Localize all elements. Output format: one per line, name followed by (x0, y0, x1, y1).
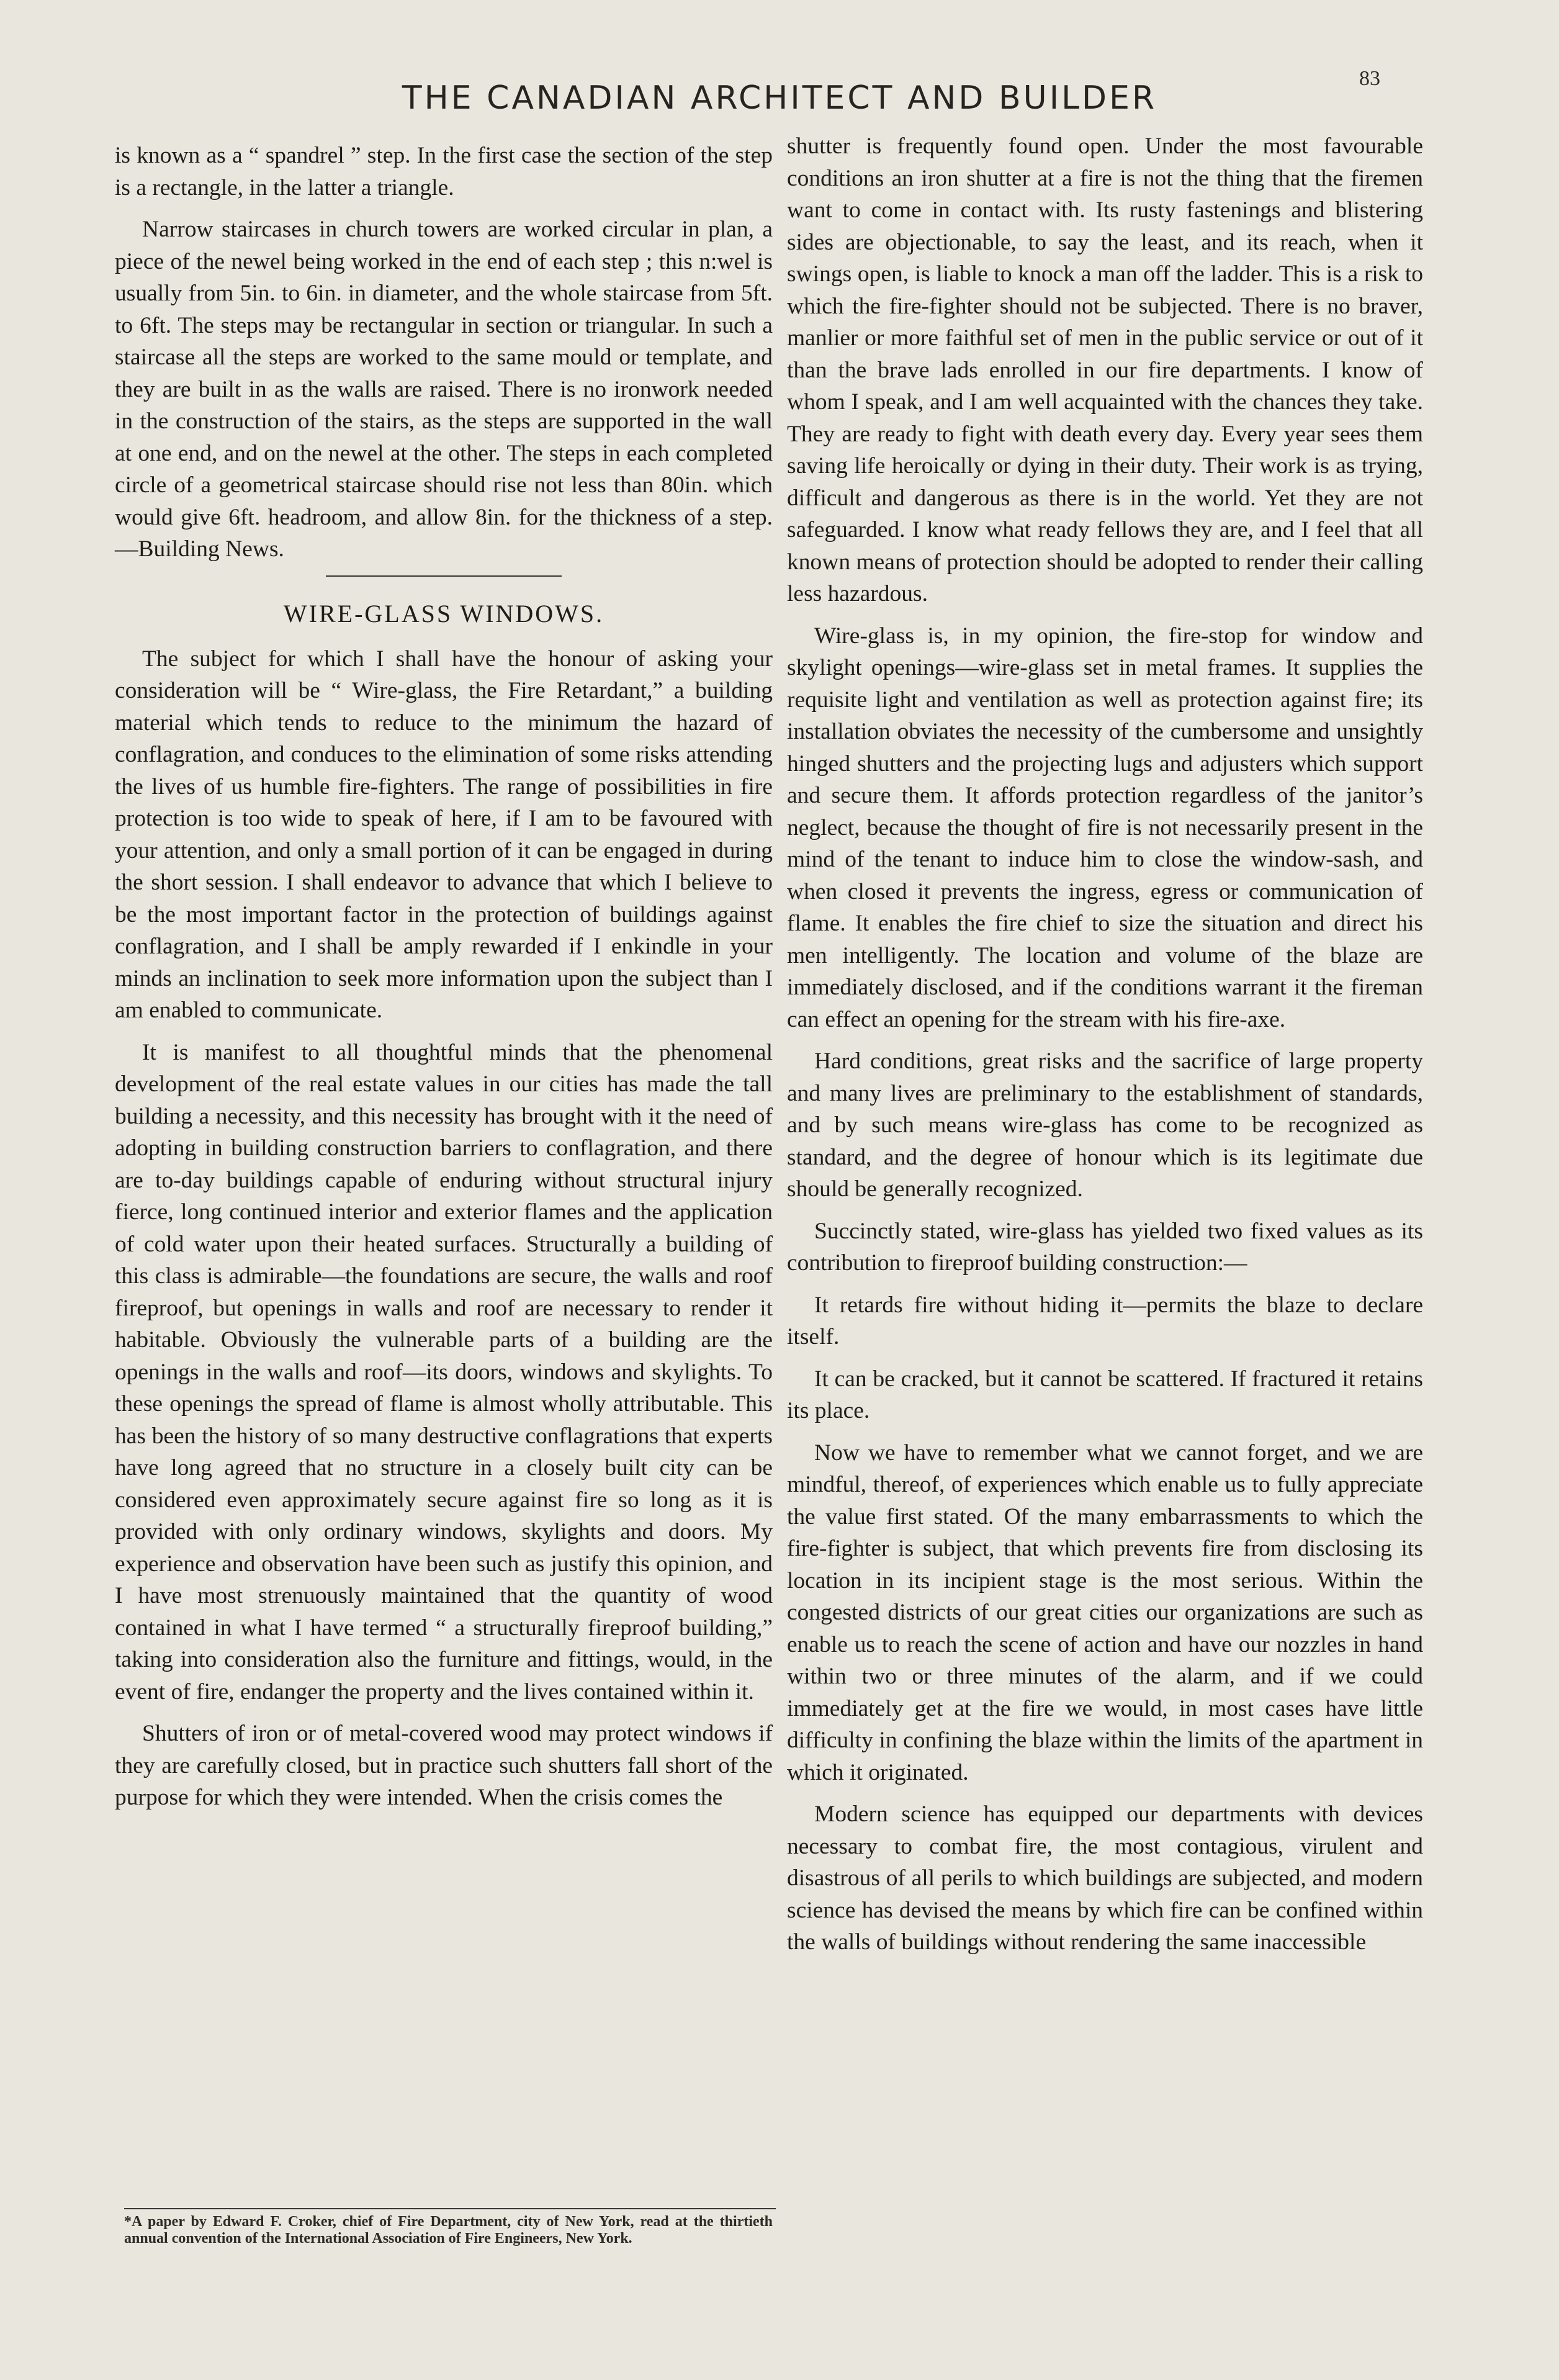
body-paragraph: Shutters of iron or of metal-covered wood may protect windows if they are carefully closed, but in practice such shutters fall short of the purpose for which they were intended. When the crisis comes the (115, 1721, 773, 1810)
page-header-title: THE CANADIAN ARCHITECT AND BUILDER (402, 79, 1157, 117)
body-paragraph: Now we have to remember what we cannot forget, and we are mindful, thereof, of experiences which enable us to fully appreciate the value first stated. Of the many embarrassments to which the fire-fighter is subject, that which prevents fire from disclosing its location in its incipient stage is the most serious. Within the congested districts of our great cities our organizations are such as enable us to reach the scene of action and have our nozzles in hand within two or three minutes of the alarm, and if we could immediately get at the fire we would, in most cases have little difficulty in confining the blaze within the limits of the apartment in which it originated. (787, 1440, 1423, 1785)
section-title: WIRE-GLASS WINDOWS. (283, 599, 604, 628)
body-paragraph: shutter is frequently found open. Under the most favourable conditions an iron shutter at a fire is not the thing that the firemen want to come in contact with. Its rusty fastenings and blistering sides are objectionable, to say the least, and its reach, when it swings open, is liable to knock a man off the ladder. This is a risk to which the fire-fighter should not be subjected. There is no braver, manlier or more faithful set of men in the public service or out of it than the brave lads enrolled in our fire departments. I know of whom I speak, and I am well acquainted with the chances they take. They are ready to fight with death every day. Every year sees them saving life heroically or dying in their duty. Their work is as trying, difficult and dangerous as there is in the world. Yet they are not safeguarded. I know what ready fellows they are, and I feel that all known means of protection should be adopted to render their calling less hazardous. (787, 133, 1423, 606)
body-paragraph: Modern science has equipped our departments with devices necessary to combat fire, the most contagious, virulent and disastrous of all perils to which buildings are subjected, and modern science has devised the means by which fire can be confined within the walls of buildings without rendering the same inaccessible (787, 1801, 1423, 1955)
footnote: *A paper by Edward F. Croker, chief of Fire Department, city of New York, read at the thirtieth annual convention of the International Association of Fire Engineers, New York. (124, 2214, 773, 2247)
body-paragraph: Hard conditions, great risks and the sacrifice of large property and many lives are preliminary to the establishment of standards, and by such means wire-glass has come to be recognized as standard, and the degree of honour which is its legitimate due should be generally recognized. (787, 1048, 1423, 1202)
body-paragraph: Narrow staircases in church towers are worked circular in plan, a piece of the newel being worked in the end of each step ; this n:wel is usually from 5in. to 6in. in diameter, and the whole staircase from 5ft. to 6ft. The steps may be rectangular in section or triangular. In such a staircase all the steps are worked to the same mould or template, and they are built in as the walls are raised. There is no ironwork needed in the construction of the stairs, as the steps are supported in the wall at one end, and on the newel at the other. The steps in each completed circle of a geometrical staircase should rise not less than 80in. which would give 6ft. headroom, and allow 8in. for the thickness of a step.—Building News. (115, 217, 773, 562)
body-paragraph: Wire-glass is, in my opinion, the fire-stop for window and skylight openings—wire-glass set in metal frames. It supplies the requisite light and ventilation as well as protection against fire; its installation obviates the necessity of the cumbersome and unsightly hinged shutters and the projecting lugs and adjusters which support and secure them. It affords protection regardless of the janitor’s neglect, because the thought of fire is not necessarily present in the mind of the tenant to induce him to close the window-sash, and when closed it prevents the ingress, egress or communication of flame. It enables the fire chief to size the situation and direct his men intelligently. The location and volume of the blaze are immediately disclosed, and if the conditions warrant it the fireman can effect an opening for the stream with his fire-axe. (787, 623, 1423, 1032)
footnote-divider (124, 2208, 776, 2209)
body-paragraph: The subject for which I shall have the honour of asking your consideration will be “ Wire-glass, the Fire Retardant,” a building material which tends to reduce to the minimum the hazard of conflagration, and conduces to the elimination of some risks attending the lives of us humble fire-fighters. The range of possibilities in fire protection is too wide to speak of here, if I am to be favoured with your attention, and only a small portion of it can be engaged in during the short session. I shall endeavor to advance that which I believe to be the most important factor in the protection of buildings against conflagration, and I shall be amply rewarded if I enkindle in your minds an inclination to seek more information upon the subject than I am enabled to communicate. (115, 646, 773, 1023)
left-column (115, 140, 773, 1824)
body-paragraph: It is manifest to all thoughtful minds that the phenomenal development of the real estate values in our cities has made the tall building a necessity, and this necessity has brought with it the need of adopting in building construction barriers to conflagration, and there are to-day buildings capable of enduring without structural injury fierce, long continued interior and exterior flames and the application of cold water upon their heated surfaces. Structurally a building of this class is admirable—the foundations are secure, the walls and roof fireproof, but openings in walls and roof are necessary to render it habitable. Obviously the vulnerable parts of a building are the openings in the walls and roof—its doors, windows and skylights. To these openings the spread of flame is almost wholly attributable. This has been the history of so many destructive conflagrations that experts have long agreed that no structure in a closely built city can be considered even approximately secure against fire so long as it is provided with only ordinary windows, skylights and doors. My experience and observation have been such as justify this opinion, and I have most strenuously maintained that the quantity of wood contained in what I have termed “ a structurally fireproof building,” taking into consideration also the furniture and fittings, would, in the event of fire, endanger the property and the lives contained within it. (115, 1039, 773, 1705)
body-paragraph: It can be cracked, but it cannot be scattered. If fractured it retains its place. (787, 1366, 1423, 1423)
body-paragraph: is known as a “ spandrel ” step. In the first case the section of the step is a rectangle, in the latter a triangle. (115, 143, 773, 201)
body-paragraph: Succinctly stated, wire-glass has yielded two fixed values as its contribution to fireproof building construction:— (787, 1218, 1423, 1276)
right-column (787, 130, 1423, 1968)
body-paragraph: It retards fire without hiding it—permits the blaze to declare itself. (787, 1292, 1423, 1350)
page-number: 83 (1359, 67, 1380, 90)
section-divider (326, 575, 562, 577)
